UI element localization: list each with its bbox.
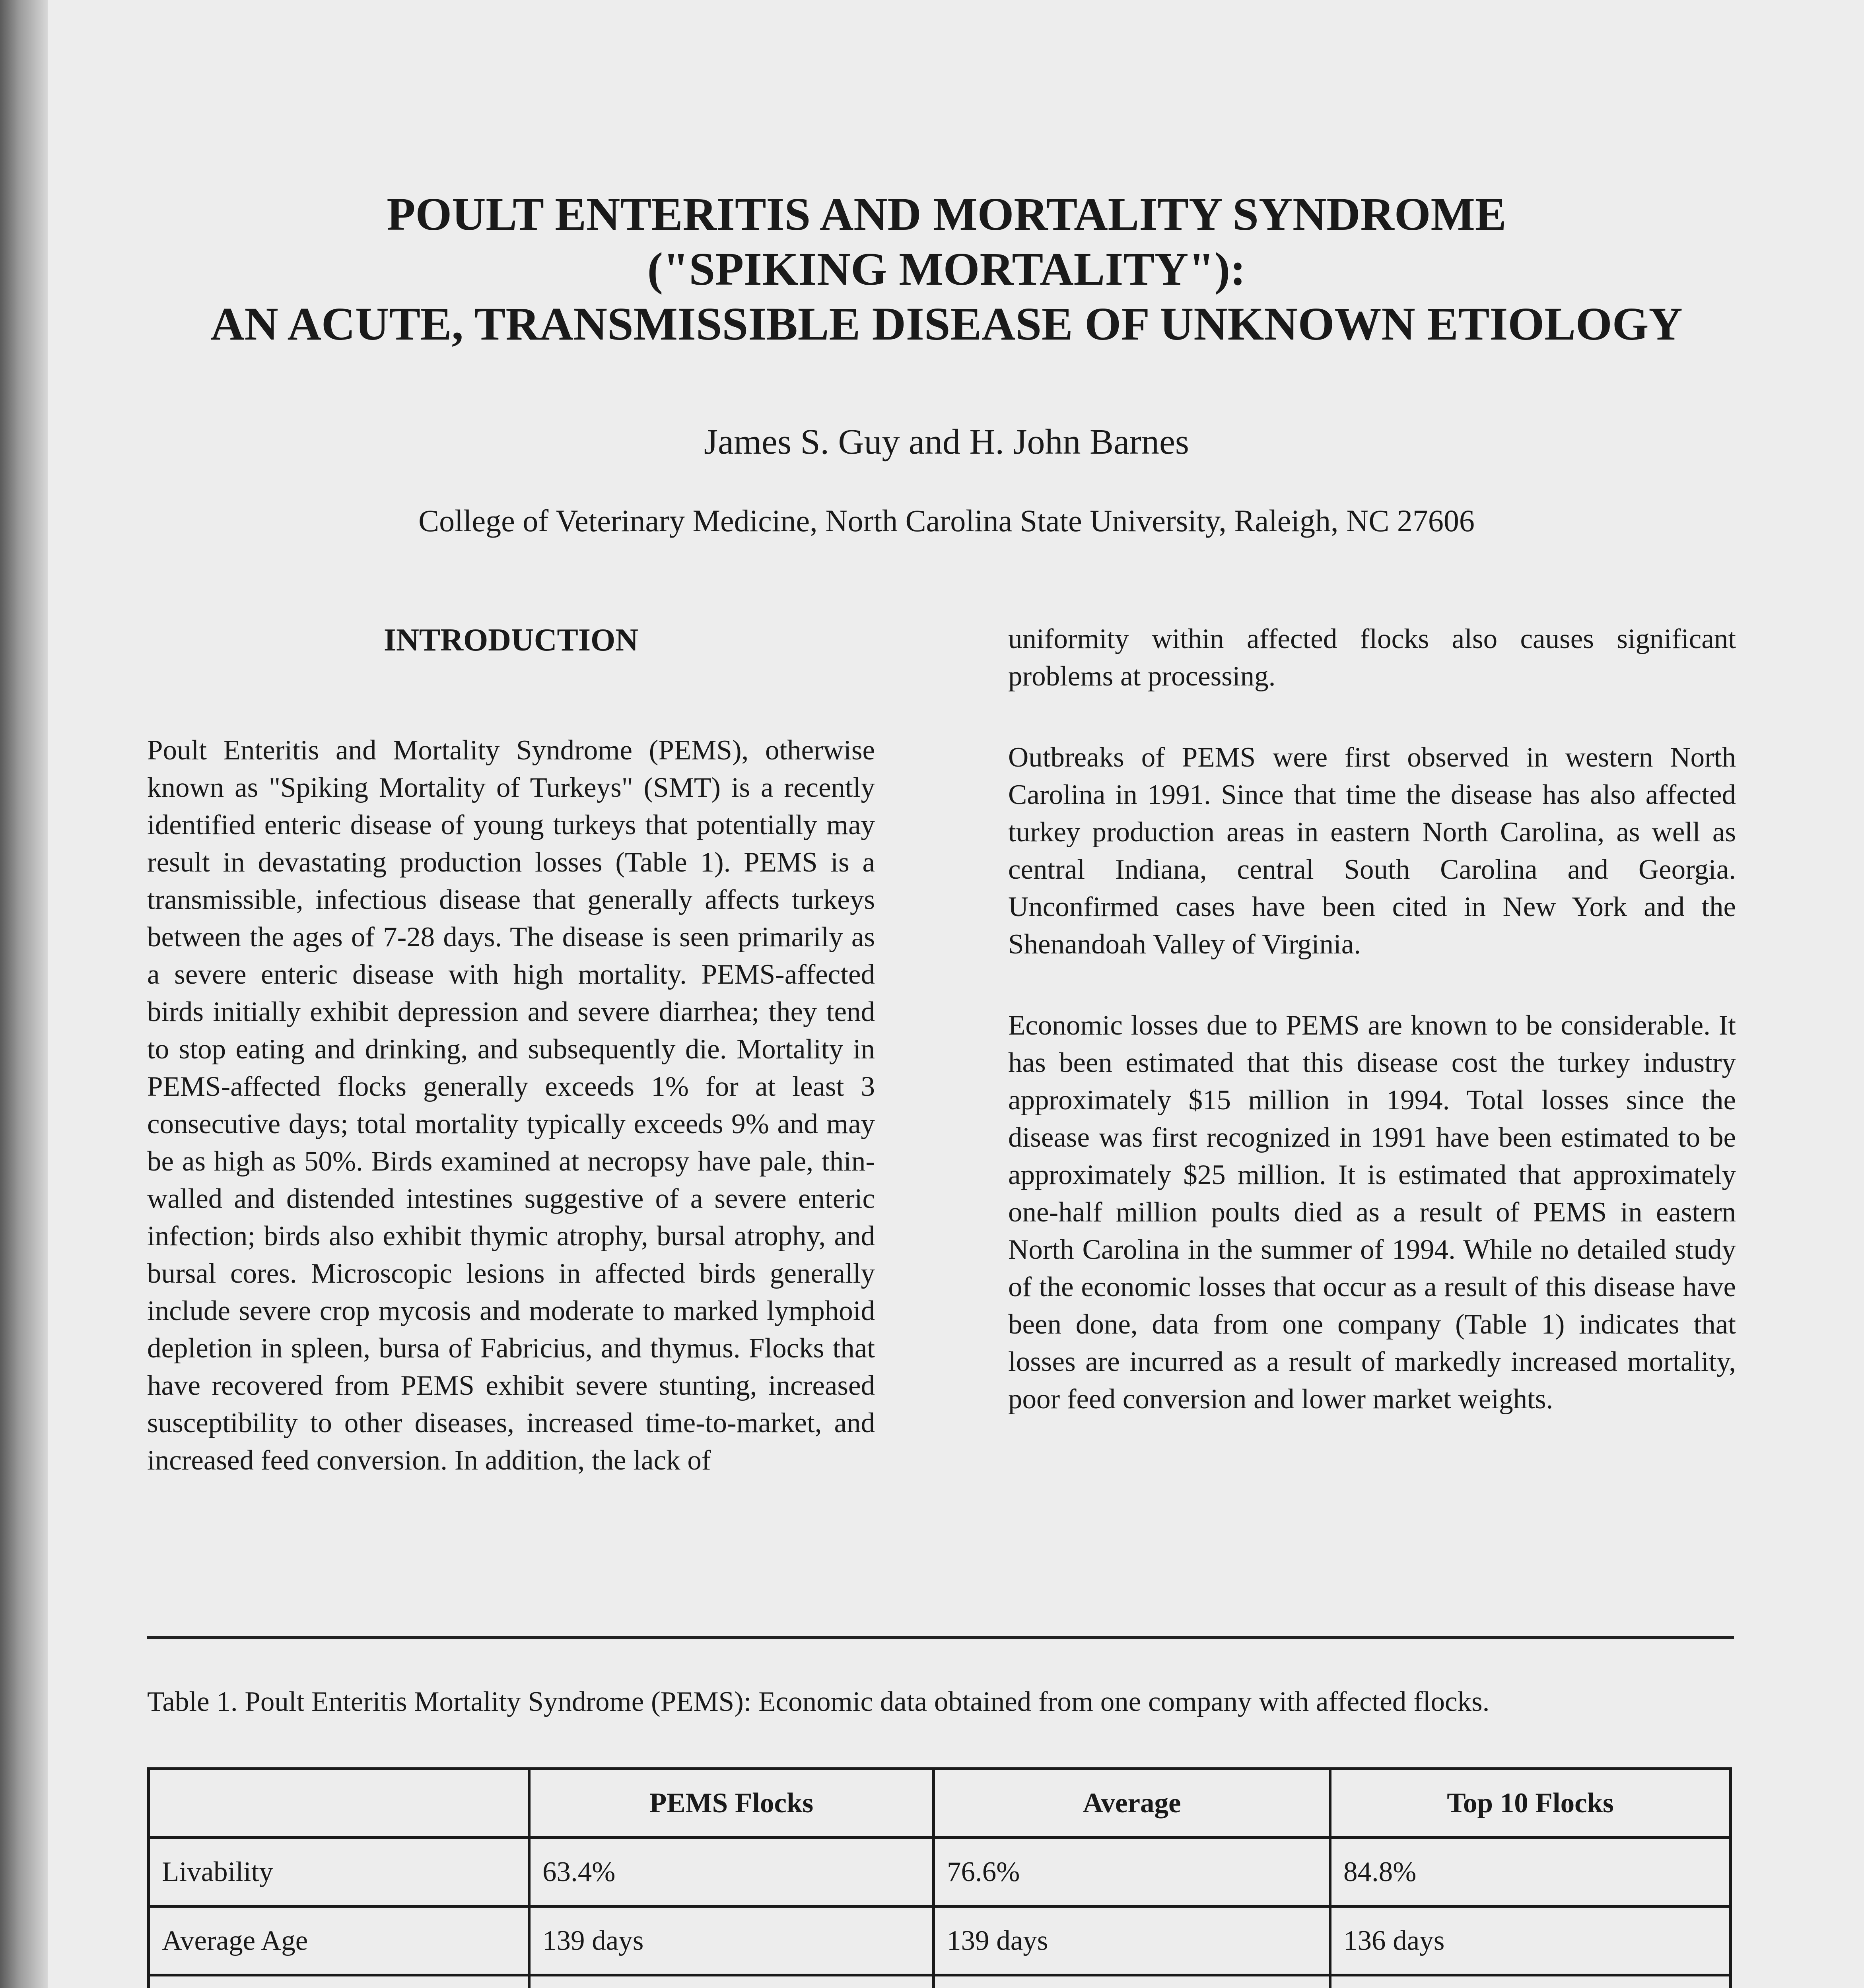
intro-paragraph-2: Outbreaks of PEMS were first observed in western North Carolina in 1991. Since that time the disease has also affected turkey production areas in eastern North Carolina, as well as central Indiana, central South Carolina and Georgia. Unconfirmed cases have been cited in New York and the Shenandoah Valley of Virginia. — [1008, 742, 1736, 960]
table-header-cell: Top 10 Flocks — [1330, 1769, 1731, 1838]
table-cell: Livability — [149, 1838, 529, 1906]
table-cell — [934, 1975, 1330, 1988]
table-header-row — [149, 1769, 1731, 1838]
table-cell: 63.4% — [529, 1838, 934, 1906]
table-cell: 139 days — [934, 1906, 1330, 1975]
table-header-cell: PEMS Flocks — [529, 1769, 934, 1838]
table-header-cell — [149, 1769, 529, 1838]
table-cell: 84.8% — [1330, 1838, 1731, 1906]
table-cell: 136 days — [1330, 1906, 1731, 1975]
authors: James S. Guy and H. John Barnes — [704, 422, 1189, 462]
table-caption: Table 1. Poult Enteritis Mortality Syndrome (PEMS): Economic data obtained from one company with affected flocks. — [147, 1686, 1490, 1717]
affiliation: College of Veterinary Medicine, North Carolina State University, Raleigh, NC 27606 — [418, 503, 1475, 538]
introduction-heading: INTRODUCTION — [383, 623, 639, 658]
table-row — [149, 1906, 1731, 1975]
table-cell — [1330, 1975, 1731, 1988]
title-line-3: AN ACUTE, TRANSMISSIBLE DISEASE OF UNKNOWN ETIOLOGY — [210, 298, 1683, 350]
table-header-cell: Average — [934, 1769, 1330, 1838]
paper-title — [151, 187, 1742, 351]
table-cell: 139 days — [529, 1906, 934, 1975]
economic-data-table — [147, 1767, 1732, 1988]
right-column — [1008, 620, 1736, 1462]
table-cell: 76.6% — [934, 1838, 1330, 1906]
table-cell: Average Age — [149, 1906, 529, 1975]
page-edge-shadow — [0, 0, 48, 1988]
horizontal-rule — [147, 1636, 1734, 1639]
intro-paragraph-3: Economic losses due to PEMS are known to be considerable. It has been estimated that this disease cost the turkey industry approximately $15 million in 1994. Total losses since the disease was first recognized in 1991 have been estimated to be approximately $25 million. It is estimated that approximately one-half million poults died as a result of PEMS in eastern North Carolina in the summer of 1994. While no detailed study of the economic losses that occur as a result of this disease have been done, data from one company (Table 1) indicates that losses are incurred as a result of markedly increased mortality, poor feed conversion and lower market weights. — [1008, 1010, 1736, 1415]
title-line-1: POULT ENTERITIS AND MORTALITY SYNDROME — [387, 188, 1506, 240]
table-row — [149, 1975, 1731, 1988]
left-column — [147, 620, 875, 1523]
intro-paragraph-1: Poult Enteritis and Mortality Syndrome (PEMS), otherwise known as "Spiking Mortality of Turkeys" (SMT) is a recently identified enteric disease of young turkeys that potentially may result in devastating production losses (Table 1). PEMS is a transmissible, infectious disease that generally affects turkeys between the ages of 7-28 days. The disease is seen primarily as a severe enteric disease with high mortality. PEMS-affected birds initially exhibit depression and severe diarrhea; they tend to stop eating and drinking, and subsequently die. Mortality in PEMS-affected flocks generally exceeds 1% for at least 3 consecutive days; total mortality typically exceeds 9% and may be as high as 50%. Birds examined at necropsy have pale, thin-walled and distended intestines suggestive of a severe enteric infection; birds also exhibit thymic atrophy, bursal atrophy, and bursal cores. Microscopic lesions in affected birds generally include severe crop mycosis and moderate to marked lymphoid depletion in spleen, bursa of Fabricius, and thymus. Flocks that have recovered from PEMS exhibit severe stunting, increased susceptibility to other diseases, increased time-to-market, and increased feed conversion. In addition, the lack of — [147, 735, 875, 1476]
title-line-2: ("SPIKING MORTALITY"): — [647, 243, 1246, 295]
table-row — [149, 1838, 1731, 1906]
table-cell — [529, 1975, 934, 1988]
table-cell — [149, 1975, 529, 1988]
intro-paragraph-1-continued: uniformity within affected flocks also causes significant problems at processing. — [1008, 623, 1736, 692]
